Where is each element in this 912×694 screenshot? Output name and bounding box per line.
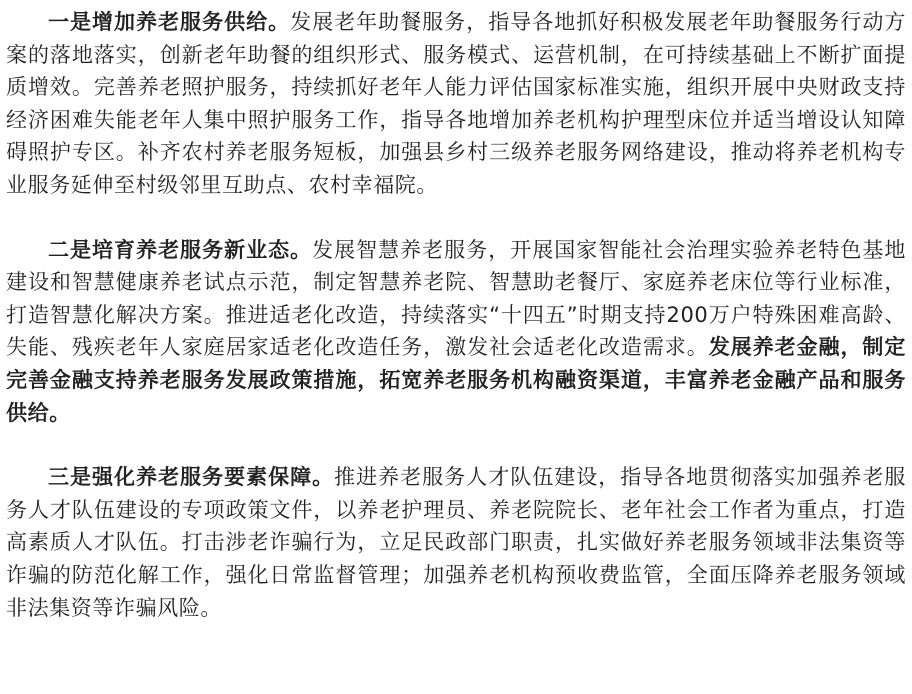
paragraph-support [6,461,906,624]
paragraph-emphasis: 发展养老金融，制定完善金融支持养老服务发展政策措施，拓宽养老服务机构融资渠道，丰富养老金融产品和服务供给。 [6,335,906,425]
paragraph-lead: 一是增加养老服务供给。 [48,10,291,34]
paragraph-text: 推进养老服务人才队伍建设，指导各地贯彻落实加强养老服务人才队伍建设的专项政策文件，以养老护理员、养老院院长、老年社会工作者为重点，打造高素质人才队伍。打击涉老诈骗行为，立足民政部门职责，扎实做好养老服务领域非法集资等诈骗的防范化解工作，强化日常监督管理；加强养老机构预收费监管，全面压降养老服务领域非法集资等诈骗风险。 [6,465,906,620]
paragraph-text: 发展智慧养老服务，开展国家智能社会治理实验养老特色基地建设和智慧健康养老试点示范，制定智慧养老院、智慧助老餐厅、家庭养老床位等行业标准，打造智慧化解决方案。推进适老化改造，持续落实“十四五”时期支持200万户特殊困难高龄、失能、残疾老年人家庭居家适老化改造任务，激发社会适老化改造需求。 [6,237,906,360]
paragraph-new-formats [6,234,906,430]
paragraph-text: 发展老年助餐服务，指导各地抓好积极发展老年助餐服务行动方案的落地落实，创新老年助餐的组织形式、服务模式、运营机制，在可持续基础上不断扩面提质增效。完善养老照护服务，持续抓好老年人能力评估国家标准实施，组织开展中央财政支持经济困难失能老年人集中照护服务工作，指导各地增加养老机构护理型床位并适当增设认知障碍照护专区。补齐农村养老服务短板，加强县乡村三级养老服务网络建设，推动将养老机构专业服务延伸至村级邻里互助点、农村幸福院。 [6,10,906,197]
paragraph-lead: 三是强化养老服务要素保障。 [48,465,335,490]
paragraph-lead: 二是培育养老服务新业态。 [48,237,313,262]
paragraph-supply [6,6,906,202]
